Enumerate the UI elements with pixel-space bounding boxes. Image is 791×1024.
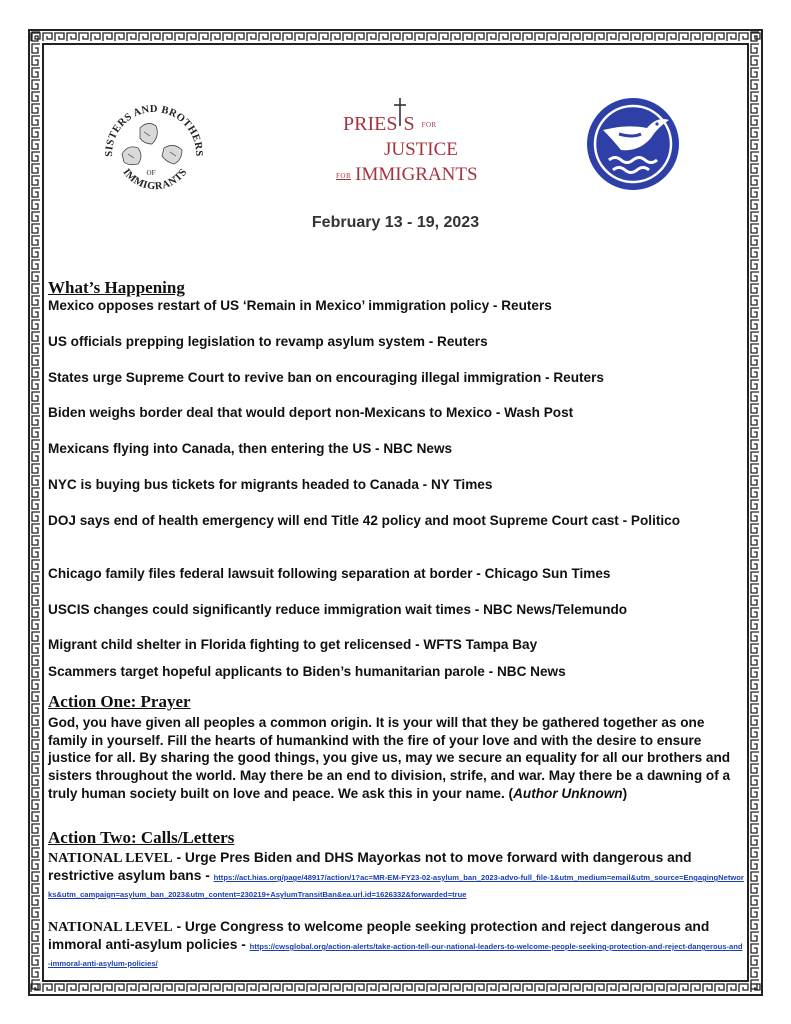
- call-item-2: [48, 918, 744, 970]
- call-2-link[interactable]: https://cwsglobal.org/action-alerts/take-action-tell-our-national-leaders-to-welcome-people-seeking-protection-and-reject-dangerous-and-immoral-anti-asylum-policies/: [48, 942, 743, 968]
- greek-key-pattern: [751, 32, 759, 989]
- greek-key-border-left: [30, 31, 42, 994]
- logo-for-text-2: FOR: [336, 171, 352, 180]
- call-1-link[interactable]: https://act.hias.org/page/48917/action/1?ac=MR-EM-FY23-02-asylum_ban_2023-advo-full_file-1&utm_medium=email&utm_source=EngagingNetworks&utm_campaign=asylum_ban_2023&utm_content=230219+AsylumTransitBan&ea.url.id=1626332&forwarded=true: [48, 873, 744, 899]
- news-item-2[interactable]: US officials prepping legislation to revamp asylum system - Reuters: [48, 334, 488, 349]
- news-item-5[interactable]: Mexicans flying into Canada, then entering the US - NBC News: [48, 441, 453, 456]
- logo-justice-text: JUSTICE: [384, 139, 458, 160]
- greek-key-pattern: [31, 984, 760, 992]
- sisters-brothers-logo: [98, 92, 210, 204]
- call-2-level: NATIONAL LEVEL: [48, 920, 173, 935]
- logo-ring-mid-text: OF: [146, 169, 156, 177]
- prayer-close-paren: ): [622, 785, 628, 801]
- call-1-level: NATIONAL LEVEL: [48, 851, 173, 866]
- greek-key-border-top: [30, 31, 761, 43]
- logo-for-text-1: FOR: [421, 121, 437, 130]
- logo-immigrants-text: IMMIGRANTS: [355, 164, 478, 185]
- news-item-8[interactable]: Chicago family files federal lawsuit following separation at border - Chicago Sun Times: [48, 566, 611, 581]
- priests-for-justice-logo: [336, 96, 476, 188]
- logo-ring-bottom-text: IMMIGRANTS: [120, 166, 190, 193]
- news-item-7[interactable]: DOJ says end of health emergency will end Title 42 policy and moot Supreme Court cast - Politico: [48, 513, 681, 528]
- news-item-1[interactable]: Mexico opposes restart of US ‘Remain in Mexico’ immigration policy - Reuters: [48, 298, 552, 313]
- logo-priests-text: PRIES: [343, 113, 398, 135]
- greek-key-pattern: [31, 33, 760, 41]
- hands-icon: [122, 123, 182, 164]
- news-item-10[interactable]: Migrant child shelter in Florida fighting to get relicensed - WFTS Tampa Bay: [48, 637, 538, 652]
- dove-circle-logo: [583, 94, 683, 194]
- news-item-6[interactable]: NYC is buying bus tickets for migrants headed to Canada - NY Times: [48, 477, 493, 492]
- news-item-3[interactable]: States urge Supreme Court to revive ban on encouraging illegal immigration - Reuters: [48, 370, 604, 385]
- action-one-heading: Action One: Prayer: [48, 692, 191, 711]
- news-item-4[interactable]: Biden weighs border deal that would deport non-Mexicans to Mexico - Wash Post: [48, 405, 574, 420]
- call-1-text: - Urge Pres Biden and DHS Mayorkas not to move forward with dangerous and restrictive asylum bans -: [48, 850, 692, 883]
- greek-key-border-right: [749, 31, 761, 994]
- news-item-9[interactable]: USCIS changes could significantly reduce immigration wait times - NBC News/Telemundo: [48, 602, 628, 617]
- greek-key-pattern: [32, 32, 40, 989]
- prayer-text: [48, 714, 744, 803]
- call-item-1: [48, 849, 744, 901]
- call-2-text: - Urge Congress to welcome people seeking protection and reject dangerous and immoral anti-asylum policies -: [48, 919, 710, 952]
- date-range: February 13 - 19, 2023: [311, 214, 480, 231]
- logo-priests-end: S: [403, 113, 415, 135]
- prayer-body: God, you have given all peoples a common origin. It is your will that they be gathered together as one family in yourself. Fill the hearts of humankind with the fire of your love and with the desire to ensure justice for all. By sharing the good things, you give us, may we secure an equality for all our brothers and sisters throughout the world. May there be an end to division, strife, and war. May there be a dawning of a truly human society built on love and peace. We ask this in your name. (: [48, 715, 731, 801]
- greek-key-border-bottom: [30, 982, 761, 994]
- logo-ring-top-text: SISTERS AND BROTHERS: [103, 103, 205, 157]
- whats-happening-heading: What’s Happening: [48, 278, 185, 297]
- action-two-heading: Action Two: Calls/Letters: [48, 828, 235, 847]
- prayer-author: Author Unknown: [513, 785, 623, 801]
- news-item-11[interactable]: Scammers target hopeful applicants to Biden’s humanitarian parole - NBC News: [48, 664, 566, 679]
